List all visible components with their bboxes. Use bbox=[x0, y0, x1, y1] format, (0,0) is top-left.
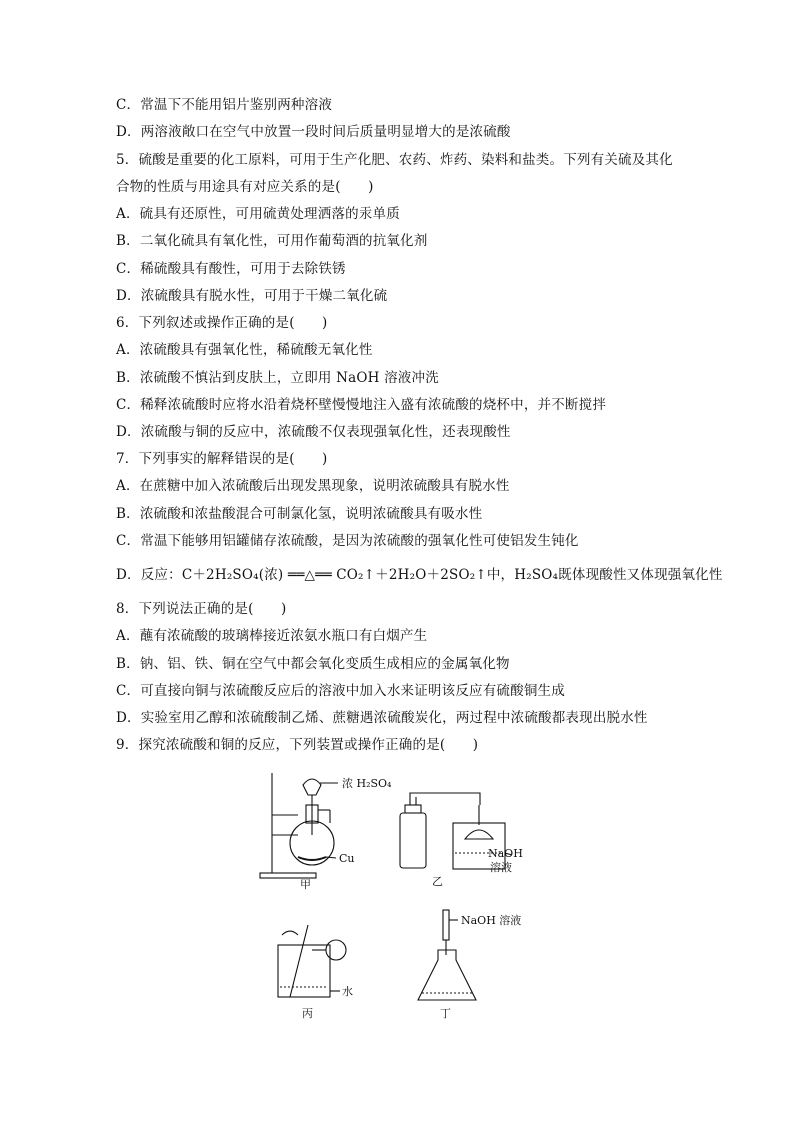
option-d: D．浓硫酸与铜的反应中，浓硫酸不仅表现强氧化性，还表现酸性 bbox=[116, 424, 511, 440]
question-8-stem: 8．下列说法正确的是( ) bbox=[116, 601, 287, 617]
question-5-stem: 5．硫酸是重要的化工原料，可用于生产化肥、农药、炸药、染料和盐类。下列有关硫及其化 bbox=[116, 152, 673, 168]
label-cu: Cu bbox=[339, 852, 355, 865]
label-solution: 溶液 bbox=[490, 861, 512, 874]
label-conc-h2so4: 浓 H₂SO₄ bbox=[342, 777, 392, 790]
apparatus-jia bbox=[260, 773, 338, 878]
label-naoh-solution: NaOH 溶液 bbox=[461, 914, 522, 927]
text-line: 合物的性质与用途具有对应关系的是( ) bbox=[116, 179, 374, 195]
text-line: C．常温下不能用铝片鉴别两种溶液 bbox=[116, 97, 333, 113]
option-a: A．硫具有还原性，可用硫黄处理洒落的汞单质 bbox=[116, 206, 400, 222]
option-c: C．稀释浓硫酸时应将水沿着烧杯壁慢慢地注入盛有浓硫酸的烧杯中，并不断搅拌 bbox=[116, 397, 607, 413]
apparatus-figure bbox=[250, 765, 570, 1025]
label-yi: 乙 bbox=[432, 875, 443, 888]
text-line: D．两溶液敞口在空气中放置一段时间后质量明显增大的是浓硫酸 bbox=[116, 124, 511, 140]
option-a: A．在蔗糖中加入浓硫酸后出现发黑现象，说明浓硫酸具有脱水性 bbox=[116, 478, 510, 494]
option-b: B．钠、铝、铁、铜在空气中都会氧化变质生成相应的金属氧化物 bbox=[116, 656, 510, 672]
option-d: D．浓硫酸具有脱水性，可用于干燥二氧化硫 bbox=[116, 288, 388, 304]
option-b: B．二氧化硫具有氧化性，可用作葡萄酒的抗氧化剂 bbox=[116, 233, 428, 249]
option-b: B．浓硫酸不慎沾到皮肤上，立即用 NaOH 溶液冲洗 bbox=[116, 370, 439, 386]
apparatus-bing bbox=[278, 925, 346, 997]
question-9-stem: 9．探究浓硫酸和铜的反应，下列装置或操作正确的是( ) bbox=[116, 737, 479, 753]
option-b: B．浓硫酸和浓盐酸混合可制氯化氢，说明浓硫酸具有吸水性 bbox=[116, 506, 483, 522]
label-water: 水 bbox=[342, 985, 353, 998]
option-c: C．可直接向铜与浓硫酸反应后的溶液中加入水来证明该反应有硫酸铜生成 bbox=[116, 683, 565, 699]
label-jia: 甲 bbox=[300, 878, 311, 891]
label-bing: 丙 bbox=[302, 1007, 313, 1020]
option-d-equation: D．反应：C＋2H₂SO₄(浓) ══△══ CO₂↑＋2H₂O＋2SO₂↑中，H₂SO₄既体现酸性又体现强氧化性 bbox=[116, 567, 723, 583]
label-naoh: NaOH bbox=[488, 847, 523, 860]
option-a: A．浓硫酸具有强氧化性，稀硫酸无氧化性 bbox=[116, 342, 373, 358]
option-d: D．实验室用乙醇和浓硫酸制乙烯、蔗糖遇浓硫酸炭化，两过程中浓硫酸都表现出脱水性 bbox=[116, 710, 648, 726]
question-7-stem: 7．下列事实的解释错误的是( ) bbox=[116, 451, 328, 467]
question-6-stem: 6．下列叙述或操作正确的是( ) bbox=[116, 315, 328, 331]
option-c: C．常温下能够用铝罐储存浓硫酸，是因为浓硫酸的强氧化性可使铝发生钝化 bbox=[116, 533, 579, 549]
apparatus-svg bbox=[250, 765, 570, 1025]
option-c: C．稀硫酸具有酸性，可用于去除铁锈 bbox=[116, 261, 346, 277]
option-a: A．蘸有浓硫酸的玻璃棒接近浓氨水瓶口有白烟产生 bbox=[116, 628, 428, 644]
label-ding: 丁 bbox=[440, 1007, 451, 1020]
